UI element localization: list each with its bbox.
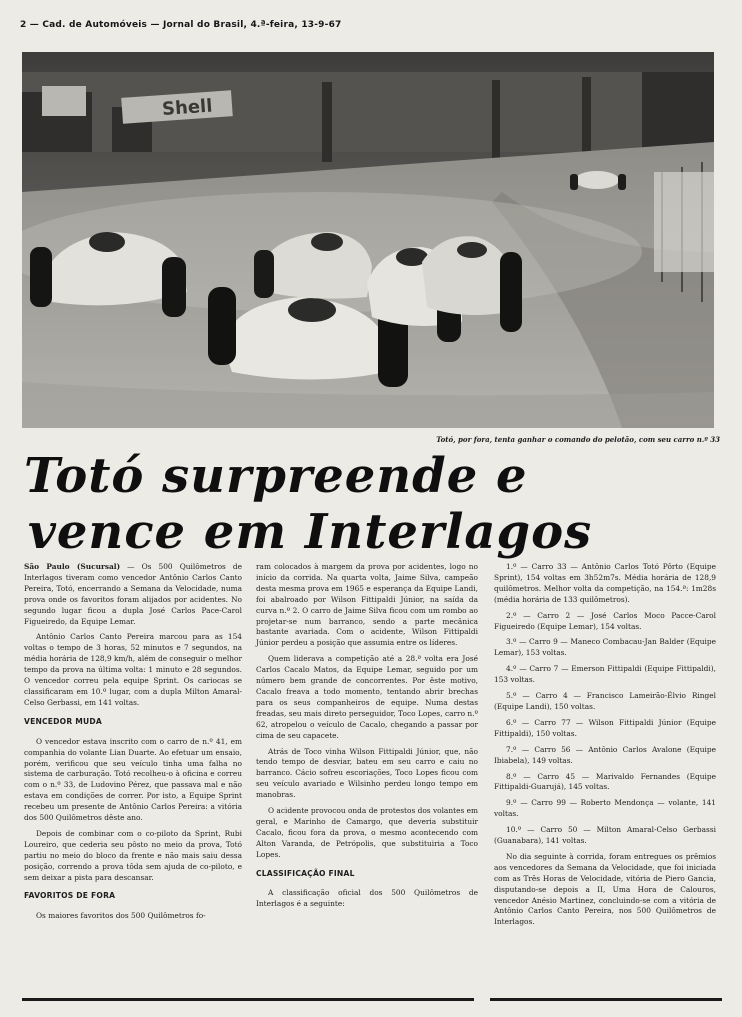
paragraph: Quem liderava a competição até a 28.ª volta era José Carlos Cacalo Matos, da Equipe Lemar, seguido por um número bem grande de concorrentes. Por êste motivo, Cacalo freava a todo momento, tentando abrir brechas para os seus companheiros de equipe. Numa destas freadas, seu mais direto perseguidor, Toco Lopes, carro n.º 62, atropelou o veículo de Cacalo, chegando a passar por cima de seu capacete. xyxy=(256,654,478,740)
bottom-rule xyxy=(22,998,474,1001)
result-entry: 1.º — Carro 33 — Antônio Carlos Totó Pôrto (Equipe Sprint), 154 voltas em 3h52m7s. Média horária de 128,9 quilômetros. Melhor volta da competição, na 154.ª: 1m28s (média horária de 133 quilômetros). xyxy=(494,562,716,604)
paragraph: O vencedor estava inscrito com o carro de n.º 41, em companhia do volante Lian Duarte. Ao efetuar um ensaio, porém, verificou que seu veículo tinha uma falha no sistema de carburação. Totó recolheu-o à oficina e correu com o n.º 33, de Ludovino Pérez, que passava mal e não estava em condições de correr. Por isto, a Equipe Sprint recebeu um presente de Antônio Carlos Pereira: a vitória dos 500 Quilômetros dêste ano. xyxy=(24,736,242,823)
result-entry: 7.º — Carro 56 — Antônio Carlos Avalone (Equipe Ibiabela), 149 voltas. xyxy=(494,744,716,765)
shell-banner-text: Shell xyxy=(161,95,214,121)
lead-paragraph: São Paulo (Sucursal) — Os 500 Quilômetros de Interlagos tiveram como vencedor Antônio Carlos Canto Pereira, Totó, encerrando a Semana da Velocidade, numa prova onde os favoritos foram alijados por acidentes. No segundo lugar ficou a dupla José Carlos Pace-Carol Figueiredo, da Equipe Lemar. xyxy=(24,562,242,626)
result-entry: 8.º — Carro 45 — Marivaldo Fernandes (Equipe Fittipaldi-Guarujá), 145 voltas. xyxy=(494,771,716,792)
closing-paragraph: No dia seguinte à corrida, foram entregues os prêmios aos vencedores da Semana da Velocidade, que foi iniciada com as Três Horas de Velocidade, vitória de Piero Gancia, disputando-se depois a II, Uma Hora de Calouros, vencedor Anésio Martinez, concluindo-se com a vitória de Antônio Carlos Canto Pereira, nos 500 Quilômetros de Interlagos. xyxy=(494,851,716,927)
paragraph: A classificação oficial dos 500 Quilômetros de Interlagos é a seguinte: xyxy=(256,888,478,909)
subheading: VENCEDOR MUDA xyxy=(24,716,102,726)
result-entry: 6.º — Carro 77 — Wilson Fittipaldi Júnior (Equipe Fittipaldi), 150 voltas. xyxy=(494,717,716,738)
result-entry: 5.º — Carro 4 — Francisco Lameirão-Élvio Ringel (Equipe Landi), 150 voltas. xyxy=(494,691,716,711)
photo-caption: Totó, por fora, tenta ganhar o comando do pelotão, com seu carro n.º 33 xyxy=(436,435,720,444)
result-entry: 9.º — Carro 99 — Roberto Mendonça — volante, 141 voltas. xyxy=(494,798,716,819)
subheading: CLASSIFICAÇÃO FINAL xyxy=(256,868,355,878)
result-entry: 2.º — Carro 2 — José Carlos Moco Pacce-Carol Figueiredo (Equipe Lemar), 154 voltas. xyxy=(494,610,716,631)
result-entry: 4.º — Carro 7 — Emerson Fittipaldi (Equipe Fittipaldi), 153 voltas. xyxy=(494,664,716,685)
headline-line-1: Totó surpreende e xyxy=(24,448,528,504)
dateline: São Paulo (Sucursal) xyxy=(24,562,121,571)
running-head: 2 — Cad. de Automóveis — Jornal do Brasil, 4.ª-feira, 13-9-67 xyxy=(20,20,342,30)
result-entry: 3.º — Carro 9 — Maneco Combacau-Jan Balder (Equipe Lemar), 153 voltas. xyxy=(494,637,716,658)
paragraph: ram colocados à margem da prova por acidentes, logo no início da corrida. Na quarta volta, Jaime Silva, campeão desta mesma prova em 1965 e esperança da Equipe Landi, foi abalroado por Wilson Fittipaldi Júnior, na saída da curva n.º 2. O carro de Jaime Silva ficou com um rombo ao projetar-se num barranco, sendo a parte mecânica bastante avariada. Com o acidente, Wilson Fittipaldi Júnior perdeu a posição que assumia entre os líderes. xyxy=(256,562,478,648)
subheading: FAVORITOS DE FORA xyxy=(24,891,116,901)
paragraph: Antônio Carlos Canto Pereira marcou para as 154 voltas o tempo de 3 horas, 52 minutos e 7 segundos, na média horária de 128,9 km/h, além de conseguir o melhor tempo da prova na última volta: 1 minuto e 28 segundos. O vencedor correu pela equipe Sprint. Os cariocas se classificaram em 10.º lugar, com a dupla Milton Amaral-Celso Gerbassi, em 141 voltas. xyxy=(24,632,242,707)
paragraph: Os maiores favoritos dos 500 Quilômetros fo- xyxy=(36,911,206,921)
article-column-3 xyxy=(494,562,716,933)
article-column-1 xyxy=(24,562,242,927)
result-entry: 10.º — Carro 50 — Milton Amaral-Celso Gerbassi (Guanabara), 141 voltas. xyxy=(494,825,716,846)
headline-line-2: vence em Interlagos xyxy=(28,504,593,560)
paragraph: Depois de combinar com o co-piloto da Sprint, Rubi Loureiro, que cederia seu pôsto no meio da prova, Totó partiu no meio do bloco da frente e não mais saiu dessa posição, correndo a prova tôda sem ajuda de co-piloto, e sem deixar a pista para descansar. xyxy=(24,828,242,882)
bottom-rule xyxy=(490,998,722,1001)
paragraph: O acidente provocou onda de protestos dos volantes em geral, e Marinho de Camargo, que deveria substituir Cacalo, ficou fora da prova, o mesmo acontecendo com Alton Varanda, de Petrópolis, que substituiria a Toco Lopes. xyxy=(256,806,478,859)
race-photo xyxy=(22,52,714,428)
article-headline xyxy=(24,448,714,558)
race-photo-illustration xyxy=(22,52,714,428)
article-column-2 xyxy=(256,562,478,915)
paragraph: Atrás de Toco vinha Wilson Fittipaldi Júnior, que, não tendo tempo de desviar, bateu em seu carro e caiu no barranco. Cácio sofreu escoriações, Toco Lopes ficou com seu veículo avariado e Wilsinho perdeu longo tempo em manobras. xyxy=(256,746,478,800)
